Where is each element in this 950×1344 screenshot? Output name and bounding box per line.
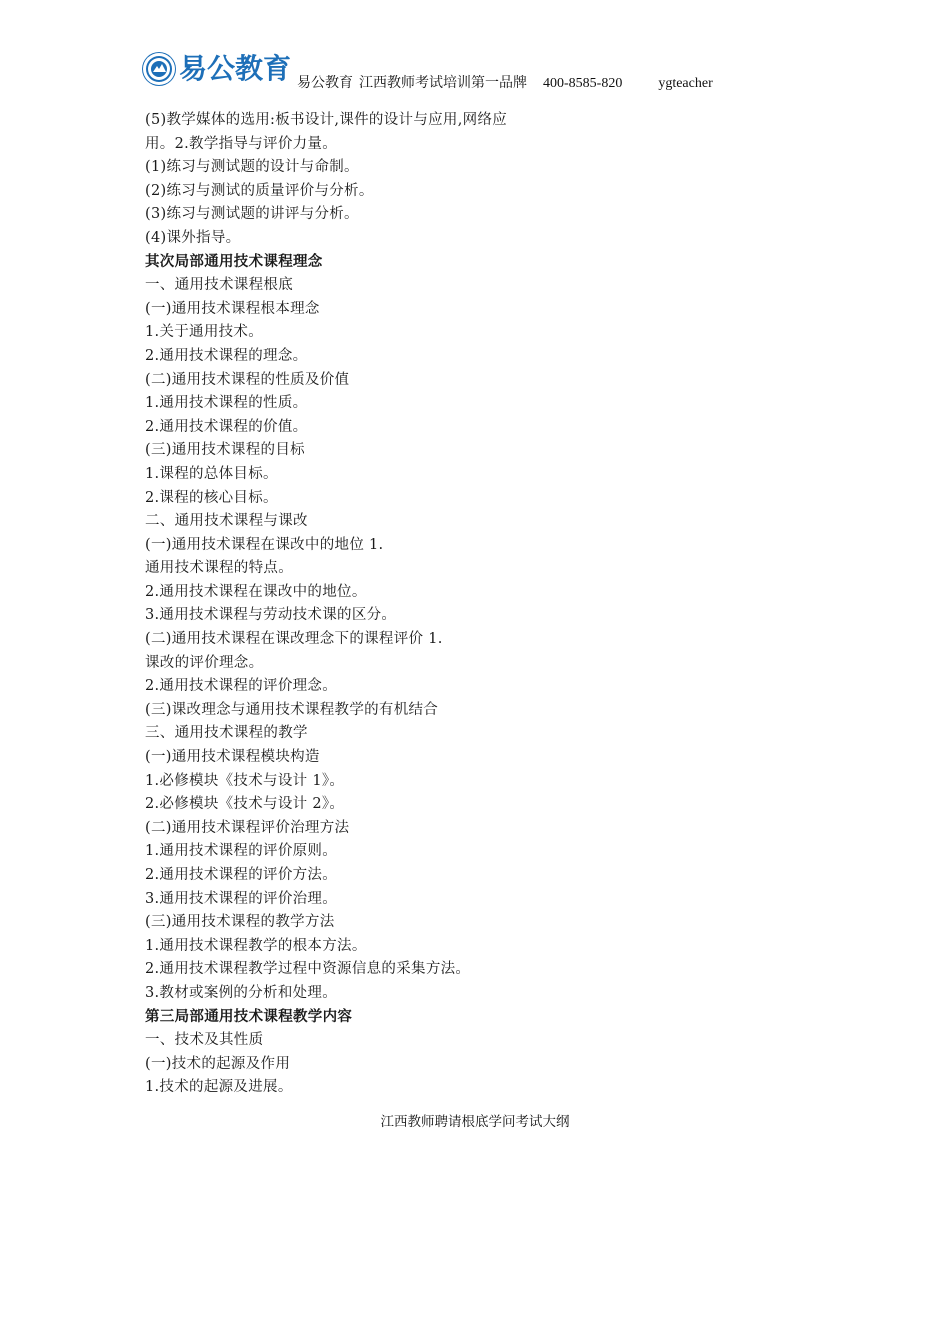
text-line: 2.必修模块《技术与设计 2》。 bbox=[145, 796, 345, 813]
text-line: 3.通用技术课程的评价治理。 bbox=[145, 890, 338, 907]
logo bbox=[143, 52, 291, 86]
page-header bbox=[143, 50, 783, 90]
text-line: 三、通用技术课程的教学 bbox=[145, 725, 308, 742]
text-line: (4)课外指导。 bbox=[145, 229, 241, 246]
text-line: 1.必修模块《技术与设计 1》。 bbox=[145, 772, 345, 789]
text-line: (一)技术的起源及作用 bbox=[145, 1055, 291, 1072]
text-line: 1.关于通用技术。 bbox=[145, 324, 264, 341]
section-heading: 其次局部通用技术课程理念 bbox=[145, 253, 323, 270]
text-line: 2.通用技术课程在课改中的地位。 bbox=[145, 583, 367, 600]
text-line: 2.通用技术课程教学过程中资源信息的采集方法。 bbox=[145, 961, 471, 978]
text-line: 2.通用技术课程的理念。 bbox=[145, 347, 308, 364]
text-line: (1)练习与测试题的设计与命制。 bbox=[145, 159, 359, 176]
text-line: 3.教材或案例的分析和处理。 bbox=[145, 984, 338, 1001]
header-phone: 400-8585-820 bbox=[543, 76, 623, 91]
text-line: (2)练习与测试的质量评价与分析。 bbox=[145, 182, 374, 199]
text-line: (3)练习与测试题的讲评与分析。 bbox=[145, 206, 359, 223]
text-line: 3.通用技术课程与劳动技术课的区分。 bbox=[145, 607, 397, 624]
text-line: (二)通用技术课程的性质及价值 bbox=[145, 371, 350, 388]
text-line: 2.通用技术课程的评价理念。 bbox=[145, 678, 338, 695]
text-line: 二、通用技术课程与课改 bbox=[145, 513, 308, 530]
header-account: ygteacher bbox=[658, 76, 713, 91]
text-line: 1.通用技术课程教学的根本方法。 bbox=[145, 937, 367, 954]
text-line: 用。2.教学指导与评价力量。 bbox=[145, 135, 338, 152]
text-line: (三)通用技术课程的目标 bbox=[145, 442, 305, 459]
text-line: (二)通用技术课程评价治理方法 bbox=[145, 819, 350, 836]
document-body bbox=[145, 109, 575, 1100]
text-line: 一、通用技术课程根底 bbox=[145, 277, 293, 294]
text-line: 1.通用技术课程的性质。 bbox=[145, 395, 308, 412]
header-info bbox=[297, 72, 713, 92]
page-footer: 江西教师聘请根底学问考试大纲 bbox=[380, 1114, 570, 1130]
header-brand: 易公教育 bbox=[297, 76, 353, 91]
text-line: (三)通用技术课程的教学方法 bbox=[145, 914, 335, 931]
text-line: (一)通用技术课程在课改中的地位 1. bbox=[145, 536, 384, 553]
text-line: 1.课程的总体目标。 bbox=[145, 465, 278, 482]
header-slogan: 江西教师考试培训第一品牌 bbox=[359, 76, 527, 91]
text-line: (一)通用技术课程根本理念 bbox=[145, 300, 320, 317]
text-line: 2.通用技术课程的价值。 bbox=[145, 418, 308, 435]
text-line: 2.课程的核心目标。 bbox=[145, 489, 278, 506]
logo-text: 易公教育 bbox=[179, 52, 292, 85]
text-line: (二)通用技术课程在课改理念下的课程评价 1. bbox=[145, 631, 443, 648]
text-line: (一)通用技术课程模块构造 bbox=[145, 749, 320, 766]
text-line: (5)教学媒体的选用:板书设计,课件的设计与应用,网络应 bbox=[145, 112, 508, 128]
text-line: (三)课改理念与通用技术课程教学的有机结合 bbox=[145, 701, 439, 718]
text-line: 2.通用技术课程的评价方法。 bbox=[145, 867, 338, 883]
text-line: 1.通用技术课程的评价原则。 bbox=[145, 843, 338, 860]
logo-emblem-icon bbox=[143, 53, 175, 85]
text-line: 课改的评价理念。 bbox=[145, 654, 264, 671]
section-heading: 第三局部通用技术课程教学内容 bbox=[145, 1008, 353, 1025]
text-line: 一、技术及其性质 bbox=[145, 1032, 264, 1049]
text-line: 通用技术课程的特点。 bbox=[145, 560, 293, 577]
text-line: 1.技术的起源及进展。 bbox=[145, 1079, 293, 1096]
